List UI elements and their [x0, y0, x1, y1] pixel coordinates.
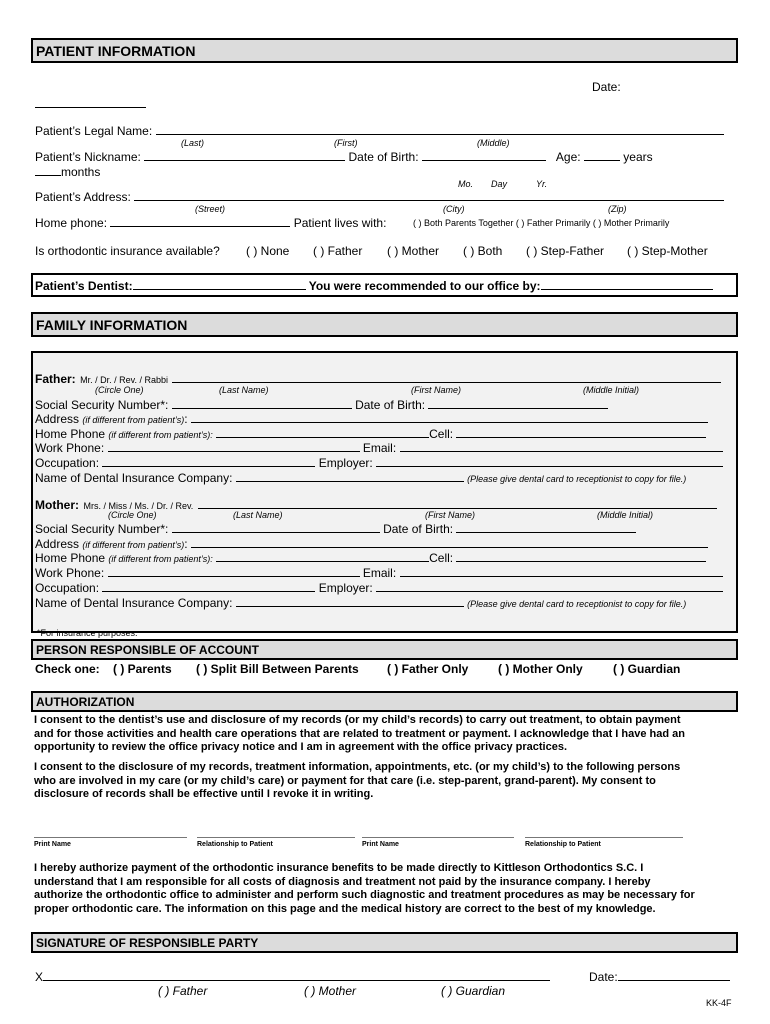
- father-address-field[interactable]: [191, 411, 708, 423]
- resp-split-option[interactable]: ( ) Split Bill Between Parents: [196, 662, 359, 676]
- sub-yr: Yr.: [536, 179, 548, 189]
- signature-header: SIGNATURE OF RESPONSIBLE PARTY: [31, 932, 738, 953]
- mother-dob-label: Date of Birth:: [383, 522, 454, 536]
- father-dental-ins-field[interactable]: [236, 470, 464, 482]
- mother-ssn-label: Social Security Number*:: [35, 522, 169, 536]
- relationship-2-field[interactable]: [525, 837, 683, 838]
- father-home-phone-note: (if different from patient’s):: [108, 430, 213, 440]
- ins-mother-option[interactable]: ( ) Mother: [387, 244, 440, 258]
- mother-cell-label: Cell:: [429, 551, 454, 565]
- mother-name-field[interactable]: [198, 497, 717, 509]
- father-dental-ins-note: (Please give dental card to receptionist to copy for file.): [467, 474, 687, 484]
- father-ssn-label: Social Security Number*:: [35, 398, 169, 412]
- print-name-1-label: Print Name: [34, 841, 71, 848]
- date-label: Date:: [592, 80, 621, 94]
- mother-dental-ins-label: Name of Dental Insurance Company:: [35, 596, 233, 610]
- father-address-colon: :: [184, 412, 188, 426]
- mother-label: Mother:: [35, 498, 79, 512]
- father-label: Father:: [35, 372, 76, 386]
- dob-field[interactable]: [422, 149, 546, 161]
- print-name-1-field[interactable]: [34, 837, 187, 838]
- resp-parents-option[interactable]: ( ) Parents: [113, 662, 172, 676]
- form-code: KK-4F: [706, 998, 732, 1008]
- father-email-field[interactable]: [400, 440, 723, 452]
- father-name-field[interactable]: [172, 371, 721, 383]
- mother-titles[interactable]: Mrs. / Miss / Ms. / Dr. / Rev.: [83, 501, 194, 511]
- nickname-label: Patient’s Nickname:: [35, 150, 141, 164]
- dob-label: Date of Birth:: [348, 150, 419, 164]
- family-info-header: FAMILY INFORMATION: [31, 312, 738, 337]
- father-cell-field[interactable]: [456, 426, 706, 438]
- address-label: Patient’s Address:: [35, 190, 131, 204]
- father-occupation-label: Occupation:: [35, 456, 100, 470]
- father-email-label: Email:: [362, 441, 397, 455]
- mother-dob-field[interactable]: [456, 521, 636, 533]
- months-label: months: [61, 165, 101, 179]
- ins-stepmother-option[interactable]: ( ) Step-Mother: [627, 244, 708, 258]
- father-home-phone-field[interactable]: [216, 426, 429, 438]
- sub-day: Day: [491, 179, 508, 189]
- sub-first: (First): [334, 138, 358, 148]
- signature-field[interactable]: [43, 969, 550, 981]
- consent-paragraph-1: I consent to the dentist’s use and disclosure of my records (or my child’s records) to carry out treatment, to obtain payment and for those activities and health care operations that are related to treatment or payment. I acknowledge that I have had an opportunity to review the office privacy notice and I am in agreement with the office privacy practices.: [34, 714, 685, 753]
- sig-guardian-option[interactable]: ( ) Guardian: [441, 984, 506, 998]
- mother-sub-circle: (Circle One): [108, 510, 157, 520]
- father-cell-label: Cell:: [429, 427, 454, 441]
- mother-sub-middle: (Middle Initial): [597, 510, 654, 520]
- resp-guardian-option[interactable]: ( ) Guardian: [613, 662, 681, 676]
- date-field[interactable]: [35, 96, 146, 108]
- father-employer-field[interactable]: [376, 455, 723, 467]
- years-label: years: [623, 150, 653, 164]
- mother-sub-last: (Last Name): [233, 510, 283, 520]
- father-sub-middle: (Middle Initial): [583, 385, 640, 395]
- mother-address-note: (if different from patient’s): [82, 540, 185, 550]
- address-field[interactable]: [134, 189, 724, 201]
- mother-employer-field[interactable]: [376, 580, 723, 592]
- ins-father-option[interactable]: ( ) Father: [313, 244, 363, 258]
- mother-email-label: Email:: [362, 566, 397, 580]
- home-phone-field[interactable]: [110, 215, 290, 227]
- lives-with-options[interactable]: ( ) Both Parents Together ( ) Father Primarily ( ) Mother Primarily: [413, 218, 670, 228]
- age-label: Age:: [555, 150, 581, 164]
- father-address-note: (if different from patient’s): [82, 415, 185, 425]
- father-ssn-field[interactable]: [172, 397, 352, 409]
- father-occupation-field[interactable]: [102, 455, 315, 467]
- lives-with-label: Patient lives with:: [293, 216, 387, 230]
- mother-work-phone-field[interactable]: [108, 565, 360, 577]
- age-months-field[interactable]: [35, 164, 61, 176]
- dentist-label: Patient’s Dentist:: [35, 279, 133, 293]
- check-one-label: Check one:: [35, 662, 100, 676]
- insurance-footnote: *For insurance purposes.: [37, 628, 138, 638]
- father-sub-last: (Last Name): [219, 385, 269, 395]
- mother-occupation-label: Occupation:: [35, 581, 100, 595]
- print-name-2-field[interactable]: [362, 837, 514, 838]
- authorization-header: AUTHORIZATION: [31, 691, 738, 712]
- legal-name-field[interactable]: [156, 123, 724, 135]
- mother-sub-first: (First Name): [425, 510, 475, 520]
- father-dob-label: Date of Birth:: [355, 398, 426, 412]
- consent-paragraph-3: I hereby authorize payment of the orthodontic insurance benefits to be made directly to Kittleson Orthodontics S.C. I understand that I am responsible for all costs of diagnosis and treatment not paid by the insurance company. I hereby authorize the orthodontic office to administer and perform such diagnostic and treatment procedures as may be necessary for proper orthodontic care. The information on this page and the medical history are correct to the best of my knowledge.: [34, 862, 695, 915]
- mother-employer-label: Employer:: [318, 581, 373, 595]
- mother-email-field[interactable]: [400, 565, 723, 577]
- mother-address-field[interactable]: [191, 536, 708, 548]
- patient-info-header: PATIENT INFORMATION: [31, 38, 738, 63]
- father-titles[interactable]: Mr. / Dr. / Rev. / Rabbi: [80, 375, 168, 385]
- consent-paragraph-2: I consent to the disclosure of my records, treatment information, appointments, etc. (or my child’s) to the following persons who are involved in my care (or my child’s care) or payment for that care (i.e. step-parent, grand-parent). My consent to disclosure of records shall be effective until I revoke it in writing.: [34, 761, 681, 800]
- father-work-phone-field[interactable]: [108, 440, 360, 452]
- resp-father-option[interactable]: ( ) Father Only: [387, 662, 469, 676]
- relationship-1-label: Relationship to Patient: [197, 841, 273, 848]
- ins-stepfather-option[interactable]: ( ) Step-Father: [526, 244, 605, 258]
- father-sub-first: (First Name): [411, 385, 461, 395]
- sub-middle: (Middle): [477, 138, 510, 148]
- insurance-question: Is orthodontic insurance available?: [35, 244, 220, 258]
- sig-father-option[interactable]: ( ) Father: [158, 984, 208, 998]
- sub-last: (Last): [181, 138, 205, 148]
- relationship-2-label: Relationship to Patient: [525, 841, 601, 848]
- sub-street: (Street): [195, 204, 226, 214]
- relationship-1-field[interactable]: [197, 837, 355, 838]
- age-years-field[interactable]: [584, 149, 620, 161]
- home-phone-label: Home phone:: [35, 216, 108, 230]
- print-name-2-label: Print Name: [362, 841, 399, 848]
- recommended-label: You were recommended to our office by:: [308, 279, 541, 293]
- sub-city: (City): [443, 204, 465, 214]
- mother-work-phone-label: Work Phone:: [35, 566, 105, 580]
- signature-date-field[interactable]: [618, 969, 730, 981]
- mother-address-colon: :: [184, 537, 188, 551]
- mother-dental-ins-note: (Please give dental card to receptionist to copy for file.): [467, 599, 687, 609]
- mother-address-label: Address: [35, 537, 80, 551]
- legal-name-label: Patient’s Legal Name:: [35, 124, 153, 138]
- nickname-field[interactable]: [144, 149, 345, 161]
- sub-zip: (Zip): [608, 204, 627, 214]
- mother-ssn-field[interactable]: [172, 521, 380, 533]
- responsible-header: PERSON RESPONSIBLE OF ACCOUNT: [31, 639, 738, 660]
- sub-mo: Mo.: [458, 179, 474, 189]
- father-dental-ins-label: Name of Dental Insurance Company:: [35, 471, 233, 485]
- signature-date-label: Date:: [589, 970, 618, 984]
- father-sub-circle: (Circle One): [95, 385, 144, 395]
- father-home-phone-label: Home Phone: [35, 427, 106, 441]
- mother-dental-ins-field[interactable]: [236, 595, 464, 607]
- signature-x: X: [35, 970, 44, 984]
- father-dob-field[interactable]: [428, 397, 608, 409]
- mother-cell-field[interactable]: [456, 550, 706, 562]
- mother-occupation-field[interactable]: [102, 580, 315, 592]
- father-employer-label: Employer:: [318, 456, 373, 470]
- recommended-field[interactable]: [541, 278, 713, 290]
- ins-none-option[interactable]: ( ) None: [246, 244, 290, 258]
- father-address-label: Address: [35, 412, 80, 426]
- sig-mother-option[interactable]: ( ) Mother: [304, 984, 357, 998]
- resp-mother-option[interactable]: ( ) Mother Only: [498, 662, 583, 676]
- mother-home-phone-field[interactable]: [216, 550, 429, 562]
- father-work-phone-label: Work Phone:: [35, 441, 105, 455]
- mother-home-phone-label: Home Phone: [35, 551, 106, 565]
- ins-both-option[interactable]: ( ) Both: [463, 244, 503, 258]
- mother-home-phone-note: (if different from patient’s):: [108, 554, 213, 564]
- dentist-field[interactable]: [133, 278, 306, 290]
